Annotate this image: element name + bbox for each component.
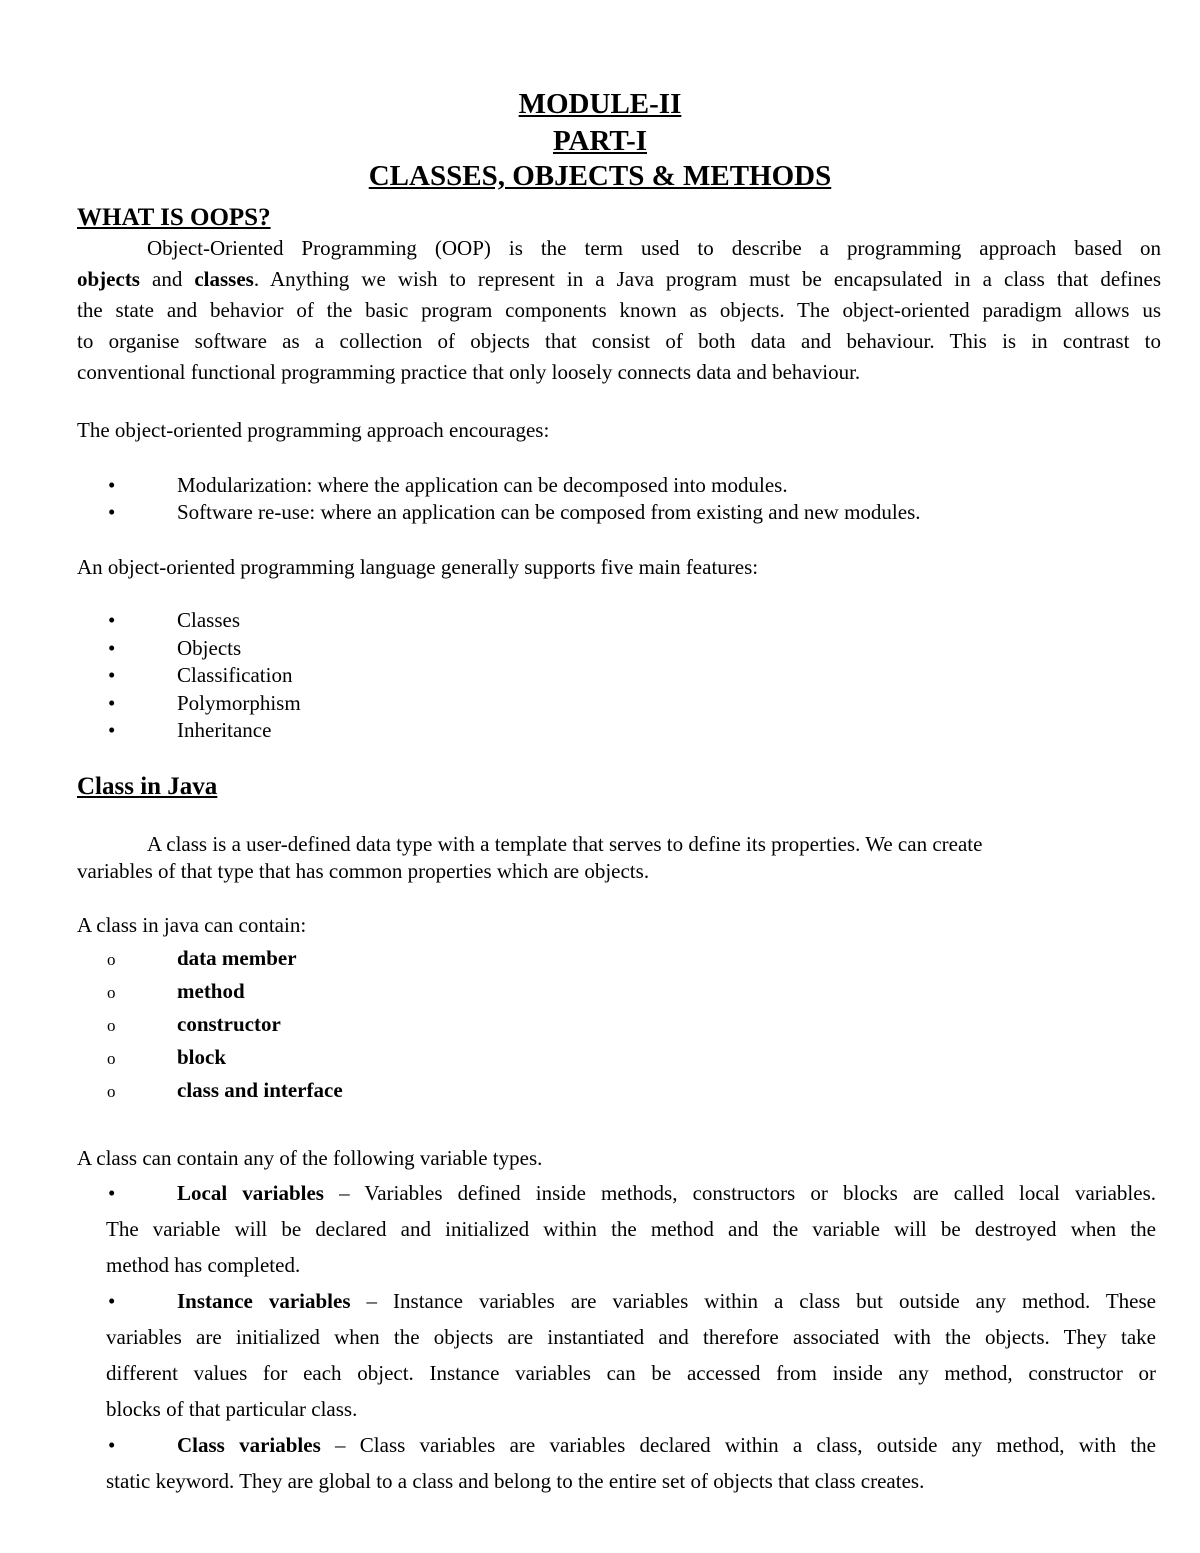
circle-bullet-icon: o — [107, 950, 116, 969]
bullet-icon: • — [108, 1433, 116, 1457]
oops-heading: WHAT IS OOPS? — [77, 204, 271, 231]
features-intro: An object-oriented programming language generally supports five main features: — [77, 555, 759, 579]
bullet-icon: • — [108, 1289, 116, 1313]
bullet-icon: • — [108, 500, 116, 524]
class-var-line-2: static keyword. They are global to a class and belong to the entire set of objects that class creates. — [106, 1469, 925, 1493]
bullet-icon: • — [108, 663, 116, 687]
oops-para-line-2: objects and classes. Anything we wish to represent in a Java program must be encapsulated in a class that defines — [77, 267, 1161, 291]
class-var-line-1: Class variables – Class variables are variables declared within a class, outside any method, with the — [177, 1433, 1156, 1457]
module-title: MODULE-II — [518, 88, 682, 120]
contain-item: constructor — [177, 1012, 281, 1036]
feature-item: Classification — [177, 663, 293, 687]
local-var-line-3: method has completed. — [106, 1253, 301, 1277]
classes-term: classes — [194, 267, 254, 291]
contain-item: data member — [177, 946, 297, 970]
oops-para-line-4: to organise software as a collection of objects that consist of both data and behaviour. This is in contrast to — [77, 329, 1161, 353]
feature-item: Polymorphism — [177, 691, 301, 715]
class-para-line-1: A class is a user-defined data type with a template that serves to define its properties. We can create — [147, 832, 983, 856]
list-item: Software re-use: where an application can be composed from existing and new modules. — [177, 500, 921, 524]
bullet-icon: • — [108, 718, 116, 742]
instance-var-line-2: variables are initialized when the objects are instantiated and therefore associated with the objects. They take — [106, 1325, 1156, 1349]
part-title: PART-I — [552, 125, 648, 157]
list-item: Modularization: where the application can be decomposed into modules. — [177, 473, 788, 497]
contain-item: method — [177, 979, 245, 1003]
oops-para-line-1: Object-Oriented Programming (OOP) is the term used to describe a programming approach based on — [147, 236, 1161, 260]
instance-var-term: Instance variables — [177, 1289, 351, 1313]
bullet-icon: • — [108, 1181, 116, 1205]
bullet-icon: • — [108, 608, 116, 632]
contain-item: class and interface — [177, 1078, 343, 1102]
class-var-term: Class variables — [177, 1433, 321, 1457]
feature-item: Objects — [177, 636, 242, 660]
circle-bullet-icon: o — [107, 1016, 116, 1035]
bullet-icon: • — [108, 636, 116, 660]
feature-item: Classes — [177, 608, 240, 632]
oops-para-line-5: conventional functional programming practice that only loosely connects data and behaviour. — [77, 360, 861, 384]
objects-term: objects — [77, 267, 140, 291]
instance-var-line-3: different values for each object. Instance variables can be accessed from inside any method, constructor or — [106, 1361, 1156, 1385]
local-var-line-1: Local variables – Variables defined inside methods, constructors or blocks are called local variables. — [177, 1181, 1156, 1205]
contain-intro: A class in java can contain: — [77, 913, 307, 937]
local-var-term: Local variables — [177, 1181, 324, 1205]
instance-var-line-1: Instance variables – Instance variables are variables within a class but outside any method. These — [177, 1289, 1156, 1313]
oops-para-line-3: the state and behavior of the basic program components known as objects. The object-oriented paradigm allows us — [77, 298, 1161, 322]
instance-var-line-4: blocks of that particular class. — [106, 1397, 358, 1421]
vartypes-intro: A class can contain any of the following variable types. — [77, 1146, 543, 1170]
circle-bullet-icon: o — [107, 1049, 116, 1068]
bullet-icon: • — [108, 473, 116, 497]
local-var-line-2: The variable will be declared and initialized within the method and the variable will be destroyed when the — [106, 1217, 1156, 1241]
class-heading: Class in Java — [77, 773, 218, 800]
class-para-line-2: variables of that type that has common properties which are objects. — [77, 859, 650, 883]
contain-item: block — [177, 1045, 227, 1069]
encourages-intro: The object-oriented programming approach encourages: — [77, 418, 550, 442]
circle-bullet-icon: o — [107, 983, 116, 1002]
circle-bullet-icon: o — [107, 1082, 116, 1101]
chapter-title: CLASSES, OBJECTS & METHODS — [368, 160, 832, 192]
feature-item: Inheritance — [177, 718, 272, 742]
bullet-icon: • — [108, 691, 116, 715]
